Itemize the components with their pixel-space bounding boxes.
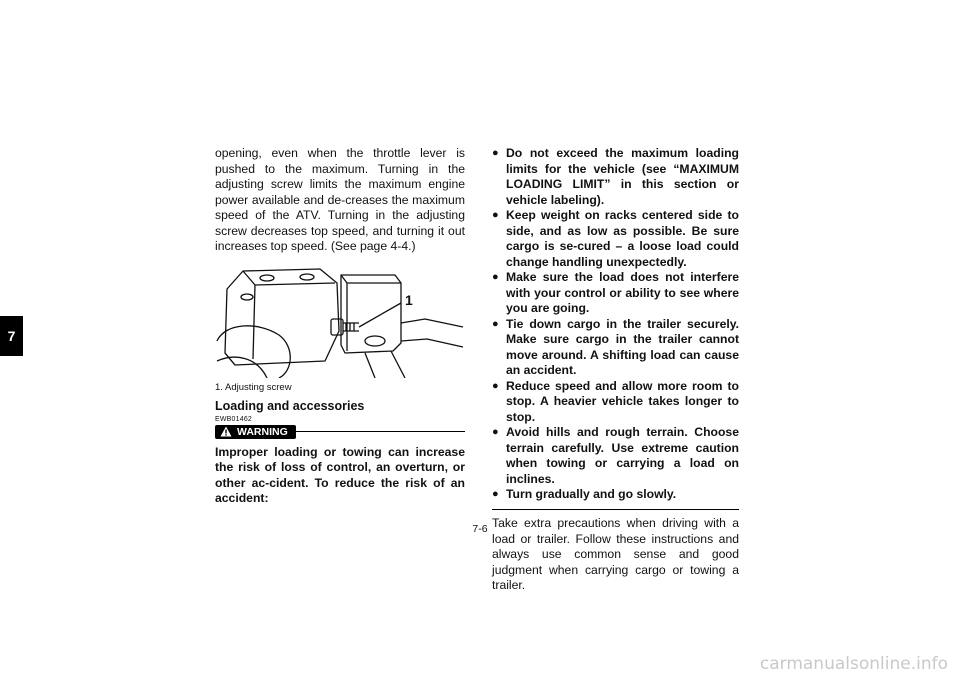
list-item: ● Do not exceed the maximum loading limits for the vehicle (see “MAXIMUM LOADING LIMIT” in this section or vehicle labeling).: [492, 146, 739, 207]
warning-bullet-list: [492, 146, 739, 503]
list-item: ● Make sure the load does not interfere with your control or ability to see where you are going.: [492, 270, 739, 315]
figure-callout-label: 1: [405, 291, 413, 308]
adjusting-screw-figure: [215, 261, 465, 378]
black-circle-icon: ●: [492, 379, 499, 392]
black-circle-icon: ●: [492, 426, 499, 438]
warning-code: EWB01462: [215, 415, 253, 423]
warning-label: WARNING: [237, 425, 288, 438]
warning-rule: [296, 431, 465, 433]
list-item: ● Reduce speed and allow more room to stop. A heavier vehicle takes longer to stop.: [492, 378, 739, 424]
section-divider: [492, 509, 739, 511]
chapter-number: 7: [7, 328, 16, 344]
black-circle-icon: ●: [492, 488, 499, 500]
intro-paragraph: opening, even when the throttle lever is pushed to the maximum. Turning in the adjusting screw limits the maximum engine power available and de-creases the maximum speed of the ATV. Turning in the adjusting screw decreases top speed, and turning it out increases top speed. (See page 4-4.): [215, 146, 465, 253]
chapter-tab: [0, 316, 23, 356]
list-item: ● Turn gradually and go slowly.: [492, 487, 677, 501]
list-item: ● Tie down cargo in the trailer securely. Make sure cargo in the trailer cannot move around. A shifting load can cause an accident.: [492, 316, 739, 377]
throttle-housing-illustration: [215, 261, 465, 378]
list-item: ● Avoid hills and rough terrain. Choose terrain carefully. Use extreme caution when towing or carrying a load on inclines.: [492, 425, 739, 486]
black-circle-icon: ●: [492, 209, 499, 221]
black-circle-icon: ●: [492, 271, 499, 283]
black-circle-icon: ●: [492, 317, 499, 330]
black-circle-icon: ●: [492, 147, 499, 159]
left-column: [215, 146, 465, 507]
warning-bar: [215, 425, 465, 439]
warning-text: Improper loading or towing can increase the risk of loss of control, an overturn, or other ac-cident. To reduce the risk of an accident:: [215, 444, 465, 505]
warning-triangle-icon: [220, 426, 232, 437]
figure-caption: 1. Adjusting screw: [215, 381, 292, 393]
list-item: ● Keep weight on racks centered side to side, and as low as possible. Be sure cargo is se-cured – a loose load could change handling unexpectedly.: [492, 208, 739, 269]
warning-badge: [215, 425, 296, 439]
section-heading: Loading and accessories: [215, 398, 365, 413]
page-number: 7-6: [472, 523, 488, 535]
watermark: carmanualsonline.info: [759, 654, 948, 674]
closing-paragraph: Take extra precautions when driving with a load or trailer. Follow these instructions and always use common sense and good judgment when carrying cargo or towing a trailer.: [492, 516, 739, 592]
